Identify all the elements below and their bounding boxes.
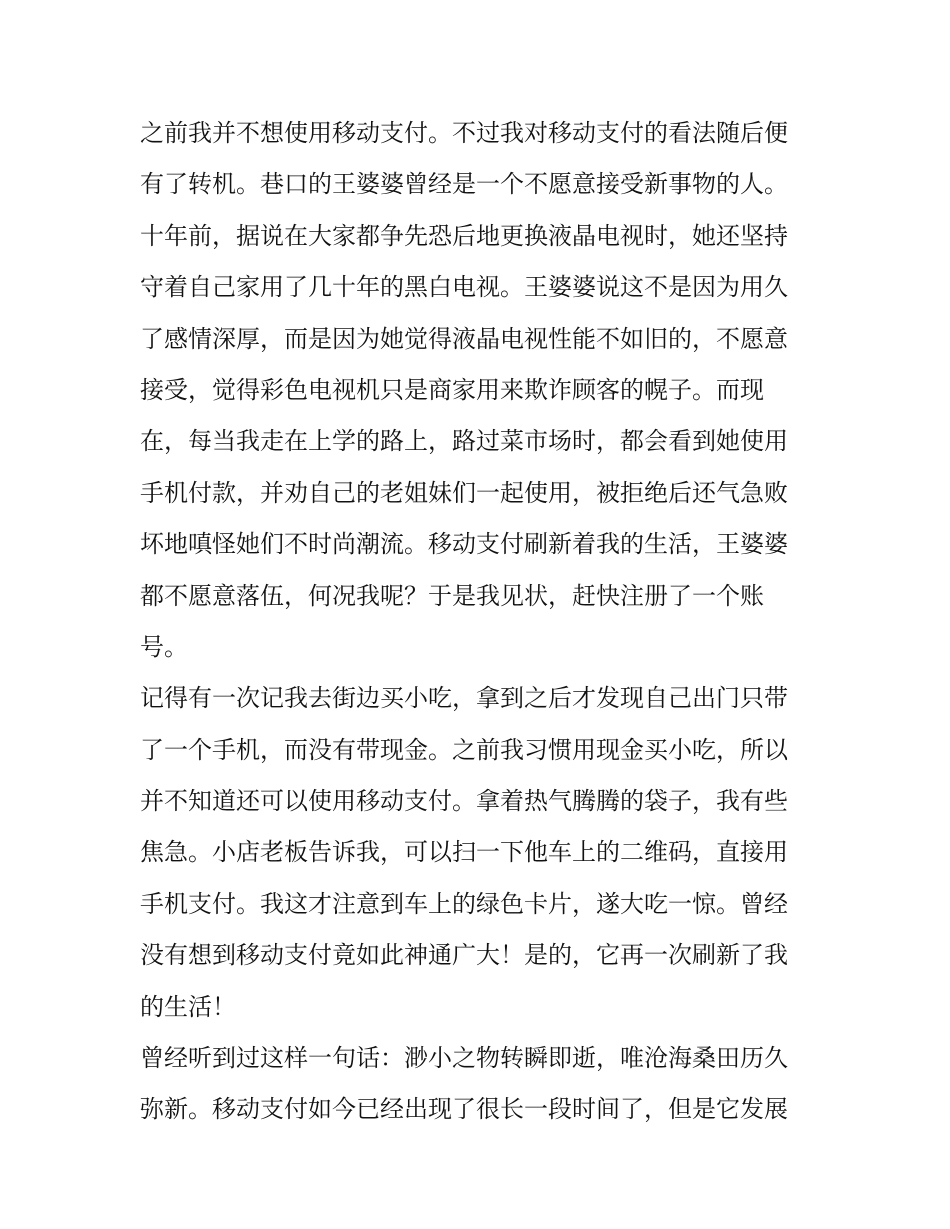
text-line: 记得有一次记我去街边买小吃，拿到之后才发现自己出门只带 [140,684,788,713]
text-line: 了感情深厚，而是因为她觉得液晶电视性能不如旧的，不愿意 [140,324,788,353]
text-line: 的生活！ [140,992,236,1021]
text-line: 弥新。移动支付如今已经出现了很长一段时间了，但是它发展 [140,1095,788,1124]
text-line: 都不愿意落伍，何况我呢？于是我见状，赶快注册了一个账 [140,581,764,610]
text-line: 没有想到移动支付竟如此神通广大！是的，它再一次刷新了我 [140,941,788,970]
text-line: 接受，觉得彩色电视机只是商家用来欺诈顾客的幌子。而现 [140,375,764,404]
text-line: 焦急。小店老板告诉我，可以扫一下他车上的二维码，直接用 [140,838,788,867]
document-body [140,108,820,1136]
text-line: 手机付款，并劝自己的老姐妹们一起使用，被拒绝后还气急败 [140,478,788,507]
text-line: 号。 [140,632,188,661]
text-line: 了一个手机，而没有带现金。之前我习惯用现金买小吃，所以 [140,735,788,764]
text-line: 曾经听到过这样一句话：渺小之物转瞬即逝，唯沧海桑田历久 [140,1044,788,1073]
text-line: 十年前，据说在大家都争先恐后地更换液晶电视时，她还坚持 [140,221,788,250]
text-line: 守着自己家用了几十年的黑白电视。王婆婆说这不是因为用久 [140,273,788,302]
text-line: 有了转机。巷口的王婆婆曾经是一个不愿意接受新事物的人。 [140,170,788,199]
text-line: 手机支付。我这才注意到车上的绿色卡片，遂大吃一惊。曾经 [140,889,788,918]
text-line: 坏地嗔怪她们不时尚潮流。移动支付刷新着我的生活，王婆婆 [140,530,788,559]
text-line: 之前我并不想使用移动支付。不过我对移动支付的看法随后便 [140,119,788,147]
text-line: 在，每当我走在上学的路上，路过菜市场时，都会看到她使用 [140,427,788,456]
text-line: 并不知道还可以使用移动支付。拿着热气腾腾的袋子，我有些 [140,787,788,816]
